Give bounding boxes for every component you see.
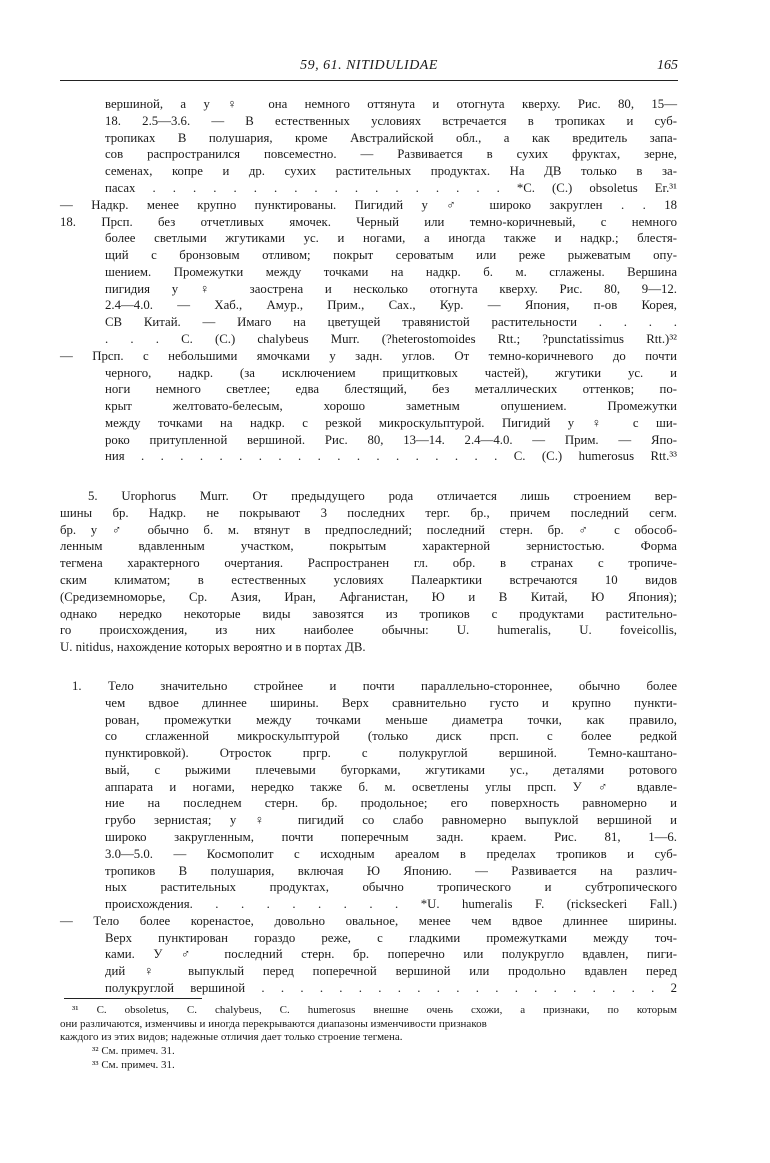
text-line: сов распространился повсеместно. — Развивается в сухих фруктах, зерне, [105,147,677,162]
text-line: вый, с рыжими плечевыми бугорками, жгутиками ус., деталями ротового [105,762,677,777]
text-line: семенах, копре и др. сухих растительных продуктах. На ДВ только в за- [105,164,677,179]
text-line: ноги немного светлее; едва блестящий, без металлических оттенков; по- [105,382,677,397]
text-line: . . . C. (C.) chalybeus Murr. (?heterostomoides Rtt.; ?punctatissimus Rtt.)³² [105,331,677,346]
text-line: крыт желтовато-белесым, хорошо заметным опушением. Промежутки [105,399,677,413]
text-line: 5. Urophorus Murr. От предыдущего рода отличается лишь строением вер- [88,489,677,504]
text-line: 1. Тело значительно стройнее и почти параллельно-стороннее, обычно более [72,679,677,693]
text-line: дий ♀ выпуклый перед поперечной вершиной или продольно вдавлен перед [105,964,677,979]
text-line: между точками на надкр. с резкой микроскульптурой. Пигидий у ♀ с ши- [105,415,677,430]
text-line: тегмена характерного очертания. Распространен гл. обр. в странах с тропиче- [60,556,677,571]
page-number: 165 [657,58,678,73]
footnote-line: ³¹ C. obsoletus, C. chalybeus, C. humerosus внешне очень схожи, а признаки, по которым [72,1004,677,1016]
footnote-line: ³² См. примеч. 31. [92,1045,175,1057]
text-line: — Тело более коренастое, довольно овальное, менее чем вдвое длиннее ширины. [60,913,677,928]
text-line: ние на последнем стерн. бр. продольное; его поверхность равномерно и [105,796,677,811]
text-line: полукруглой вершиной . . . . . . . . . . . . . . . . . . . . . 2 [105,981,677,995]
text-line: 18. 2.5—3.6. — В естественных условиях встречается в тропиках и суб- [105,113,677,128]
text-line: более светлыми жгутиками ус. и ногами, а иногда также и надкр.; блестя- [105,231,677,246]
text-line: (Средиземноморье, Ср. Азия, Иран, Афганистан, Ю и В Китай, Ю Япония); [60,589,677,604]
text-line: рован, промежутки между точками меньше диаметра точки, как правило, [105,712,677,727]
footnote-separator [64,998,202,999]
text-line: бр. у ♂ обычно б. м. втянут в предпоследний; последний стерн. бр. ♂ с обособ- [60,522,677,537]
text-line: ния . . . . . . . . . . . . . . . . . . . C. (C.) humerosus Rtt.³³ [105,449,677,464]
footnote-line: они различаются, изменчивы и иногда перекрываются диапазоны изменчивости признаков [60,1018,487,1030]
text-line: шины бр. Надкр. не покрывают 3 последних терг. бр., причем последний сегм. [60,505,677,520]
text-line: 18. Прсп. без отчетливых ямочек. Черный или темно-коричневый, с немного [60,214,677,229]
text-line: шением. Промежутки между точками на надкр. б. м. сглажены. Вершина [105,264,677,279]
text-line: роко притупленной вершиной. Рис. 80, 13—14. 2.4—4.0. — Прим. — Япо- [105,432,677,447]
text-line: 3.0—5.0. — Космополит с исходным ареалом в пределах тропиков и суб- [105,846,677,861]
footnote-line: ³³ См. примеч. 31. [92,1059,175,1071]
text-line: однако нередко некоторые виды завозятся из тропиков с продуктами растительно- [60,606,677,621]
running-header [60,58,678,81]
text-line: Верх пунктирован гораздо реже, с гладкими промежутками между точ- [105,930,677,945]
text-line: ленным вдавленным участком, покрытым характерной зернистостью. Форма [60,539,677,554]
text-line: широко закругленным, почти поперечным задн. краем. Рис. 81, 1—6. [105,830,677,844]
text-line: СВ Китай. — Имаго на цветущей травянистой растительности . . . . [105,315,677,330]
footnote-line: каждого из этих видов; надежные отличия дает только строение тегмена. [60,1031,403,1043]
text-line: тропиков В полушария, включая Ю Японию. — Развивается на различ- [105,863,677,878]
text-line: чем вдвое длиннее ширины. Верх сравнительно густо и крупно пункти- [105,695,677,710]
text-line: со сглаженной микроскульптурой (только диск прсп. с более редкой [105,729,677,744]
text-line: — Надкр. менее крупно пунктированы. Пигидий у ♂ широко закруглен . . 18 [60,197,677,212]
text-line: пигидия у ♀ заострена и несколько отогнута кверху. Рис. 80, 9—12. [105,281,677,296]
text-line: вершиной, а у ♀ она немного оттянута и отогнута кверху. Рис. 80, 15— [105,97,677,111]
text-line: 2.4—4.0. — Хаб., Амур., Прим., Сах., Кур. — Япония, п-ов Корея, [105,298,677,313]
text-line: аппарата и ногами, нередко также б. м. осветлены углы прсп. У ♂ вдавле- [105,779,677,794]
text-line: происхождения. . . . . . . . . *U. humeralis F. (rickseckeri Fall.) [105,897,677,912]
text-line: ками. У ♂ последний стерн. бр. поперечно или полукругло вдавлен, пиги- [105,947,677,962]
text-line: щий с бронзовым отливом; покрыт сероватым или реже рыжеватым опу- [105,248,677,262]
text-line: грубо зернистая; у ♀ пигидий со слабо равномерно выпуклой вершиной и [105,813,677,828]
text-line: ных растительных продуктах, обычно тропического и субтропического [105,880,677,895]
text-line: пунктировкой). Отросток пргр. с полукруглой вершиной. Темно-каштано- [105,746,677,761]
running-title: 59, 61. NITIDULIDAE [300,58,438,73]
text-line: ским климатом; в естественных условиях Палеарктики встречаются 10 видов [60,573,677,587]
text-line: — Прсп. с небольшими ямочками у задн. углов. От темно-коричневого до почти [60,348,677,363]
text-line: U. nitidus, нахождение которых вероятно и в портах ДВ. [60,640,366,655]
text-line: тропиках В полушария, кроме Австралийской обл., а как вредитель запа- [105,130,677,145]
text-line: пасах . . . . . . . . . . . . . . . . . . *C. (C.) obsoletus Er.³¹ [105,180,677,195]
text-line: го происхождения, из них наиболее обычны: U. humeralis, U. foveicollis, [60,623,677,638]
text-line: черного, надкр. (за исключением прищитковых частей), жгутики ус. и [105,365,677,380]
